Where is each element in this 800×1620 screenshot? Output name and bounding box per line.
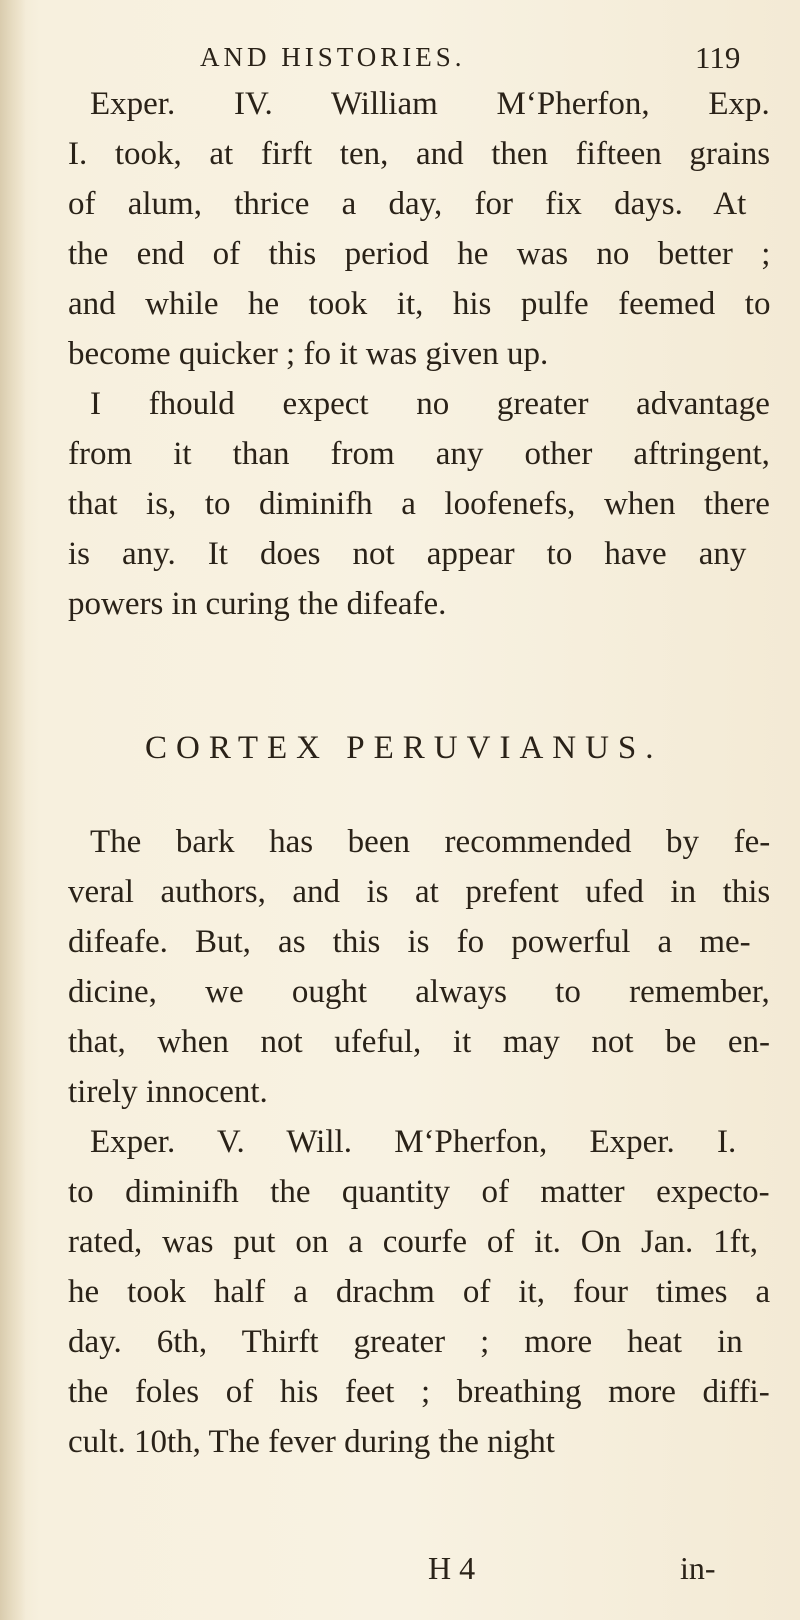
text-line: the foles of his feet ; breathing more diffi- [68, 1374, 770, 1410]
text-line: to diminifh the quantity of matter expecto- [68, 1174, 770, 1210]
running-head: AND HISTORIES. [200, 42, 466, 72]
text-line: I fhould expect no greater advantage [90, 386, 770, 422]
text-line: is any. It does not appear to have any [68, 536, 747, 572]
text-line: day. 6th, Thirft greater ; more heat in [68, 1324, 743, 1360]
text-line: that, when not ufeful, it may not be en- [68, 1024, 771, 1060]
text-line: dicine, we ought always to remember, [68, 974, 770, 1010]
page-header [0, 42, 800, 82]
text-line: become quicker ; fo it was given up. [68, 336, 549, 372]
text-line: Exper. V. Will. M‘Pherfon, Exper. I. [90, 1124, 737, 1160]
text-line: I. took, at firft ten, and then fifteen grains [68, 136, 771, 172]
text-line: cult. 10th, The fever during the night [68, 1424, 555, 1460]
text-line: veral authors, and is at prefent ufed in this [68, 874, 771, 910]
text-line: of alum, thrice a day, for fix days. At [68, 186, 747, 222]
text-line: he took half a drachm of it, four times a [68, 1274, 771, 1310]
text-line: and while he took it, his pulfe feemed to [68, 286, 771, 322]
text-line: from it than from any other aftringent, [68, 436, 770, 472]
catchword: in- [680, 1550, 716, 1586]
text-line: Exper. IV. William M‘Pherfon, Exp. [90, 86, 770, 122]
text-line: tirely innocent. [68, 1074, 268, 1110]
page-number: 119 [695, 40, 741, 75]
text-line: The bark has been recommended by fe- [90, 824, 771, 860]
text-line: the end of this period he was no better ; [68, 236, 771, 272]
page-gutter-shadow [0, 0, 26, 1620]
text-line: difeafe. But, as this is fo powerful a me- [68, 924, 751, 960]
signature-mark: H 4 [428, 1550, 476, 1586]
section-heading: CORTEX PERUVIANUS. [145, 730, 663, 766]
text-line: that is, to diminifh a loofenefs, when there [68, 486, 770, 522]
text-line: rated, was put on a courfe of it. On Jan. 1ft, [68, 1224, 759, 1260]
text-line: powers in curing the difeafe. [68, 586, 447, 622]
